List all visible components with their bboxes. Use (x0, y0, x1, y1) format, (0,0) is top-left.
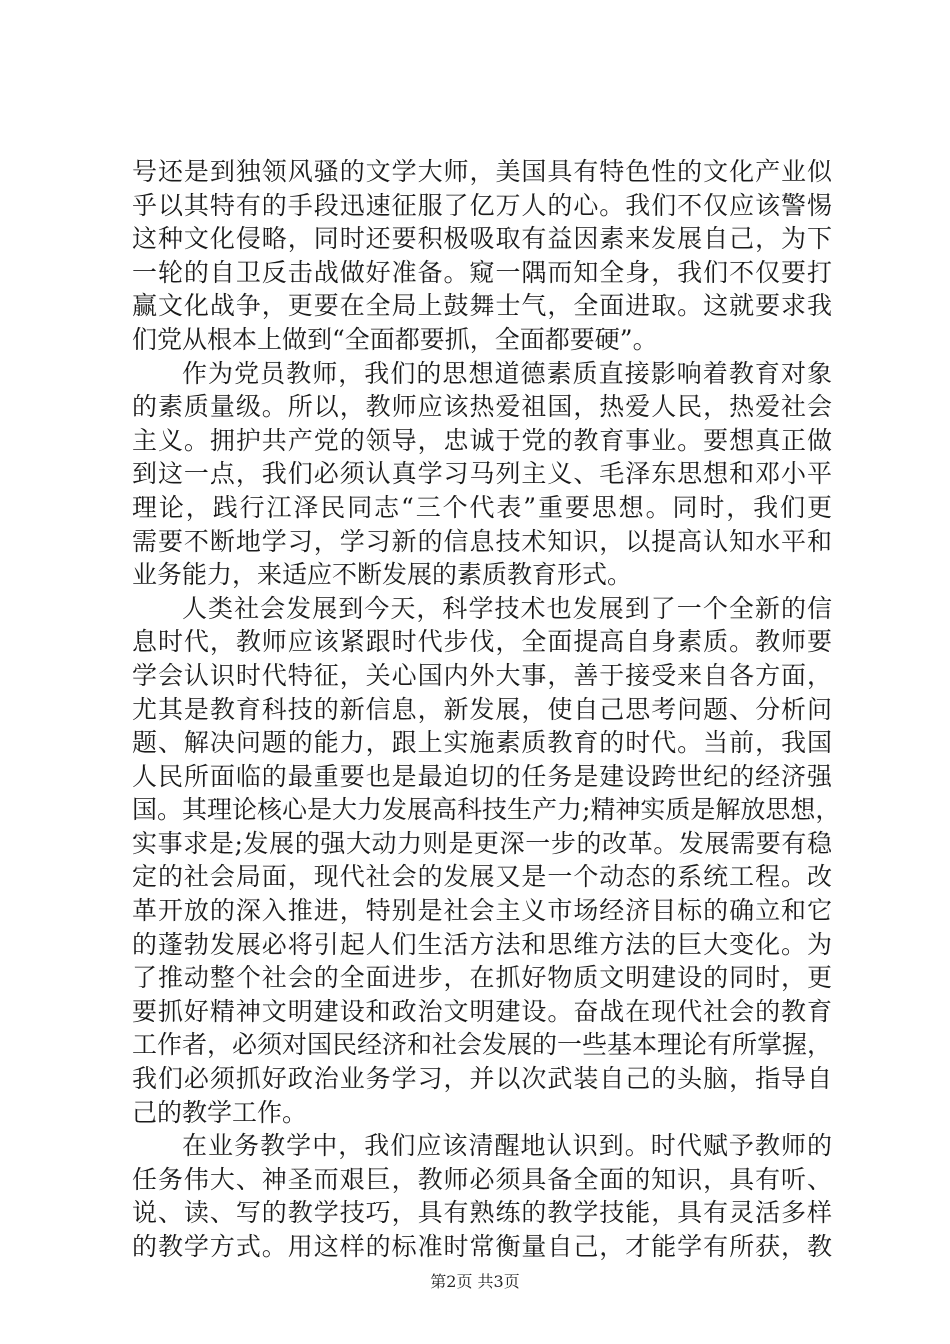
text-line: 题、解决问题的能力，跟上实施素质教育的时代。当前，我国 (132, 728, 832, 758)
text-line: 定的社会局面，现代社会的发展又是一个动态的系统工程。改 (132, 862, 832, 892)
text-line: 号还是到独领风骚的文学大师，美国具有特色性的文化产业似 (132, 157, 832, 186)
text-line: 需要不断地学习，学习新的信息技术知识，以提高认知水平和 (132, 526, 832, 556)
page-number-footer: 第2页 共3页 (430, 1272, 520, 1291)
text-line: 国。其理论核心是大力发展高科技生产力;精神实质是解放思想， (132, 795, 841, 825)
text-line: 己的教学工作。 (132, 1097, 308, 1127)
text-line: 实事求是;发展的强大动力则是更深一步的改革。发展需要有稳 (132, 828, 832, 858)
text-line: 一轮的自卫反击战做好准备。窥一隅而知全身，我们不仅要打 (132, 257, 832, 287)
text-line: 乎以其特有的手段迅速征服了亿万人的心。我们不仅应该警惕 (132, 190, 832, 220)
text-line: 人民所面临的最重要也是最迫切的任务是建设跨世纪的经济强 (132, 761, 832, 791)
text-line: 尤其是教育科技的新信息，新发展，使自己思考问题、分析问 (132, 694, 832, 724)
paragraph-first-line: 人类社会发展到今天，科学技术也发展到了一个全新的信 (182, 593, 832, 623)
text-line: 赢文化战争，更要在全局上鼓舞士气，全面进取。这就要求我 (132, 291, 832, 321)
text-line: 主义。拥护共产党的领导，忠诚于党的教育事业。要想真正做 (132, 425, 832, 455)
text-line: 要抓好精神文明建设和政治文明建设。奋战在现代社会的教育 (132, 996, 832, 1026)
text-line: 了推动整个社会的全面进步，在抓好物质文明建设的同时，更 (132, 963, 832, 993)
text-line: 工作者，必须对国民经济和社会发展的一些基本理论有所掌握， (132, 1030, 833, 1060)
paragraph-first-line: 作为党员教师，我们的思想道德素质直接影响着教育对象 (182, 358, 832, 388)
text-line: 理论，践行江泽民同志“三个代表”重要思想。同时，我们更 (132, 492, 832, 522)
text-line: 任务伟大、神圣而艰巨，教师必须具备全面的知识，具有听、 (132, 1164, 832, 1194)
text-line: 这种文化侵略，同时还要积极吸取有益因素来发展自己，为下 (132, 224, 832, 254)
text-line: 的教学方式。用这样的标准时常衡量自己，才能学有所获，教 (132, 1232, 832, 1261)
text-line: 的素质量级。所以，教师应该热爱祖国，热爱人民，热爱社会 (132, 392, 832, 422)
text-line: 业务能力，来适应不断发展的素质教育形式。 (132, 560, 633, 590)
text-line: 说、读、写的教学技巧，具有熟练的教学技能，具有灵活多样 (132, 1198, 832, 1228)
text-line: 息时代，教师应该紧跟时代步伐，全面提高自身素质。教师要 (132, 627, 832, 657)
text-line: 到这一点，我们必须认真学习马列主义、毛泽东思想和邓小平 (132, 459, 832, 489)
paragraph-first-line: 在业务教学中，我们应该清醒地认识到。时代赋予教师的 (182, 1131, 832, 1161)
document-body (132, 155, 841, 1264)
text-line: 们党从根本上做到“全面都要抓，全面都要硬”。 (132, 324, 658, 354)
text-line: 的蓬勃发展必将引起人们生活方法和思维方法的巨大变化。为 (132, 929, 832, 959)
text-line: 我们必须抓好政治业务学习，并以次武装自己的头脑，指导自 (132, 1064, 832, 1094)
text-line: 学会认识时代特征，关心国内外大事，善于接受来自各方面， (132, 660, 832, 690)
text-line: 革开放的深入推进，特别是社会主义市场经济目标的确立和它 (132, 896, 832, 926)
